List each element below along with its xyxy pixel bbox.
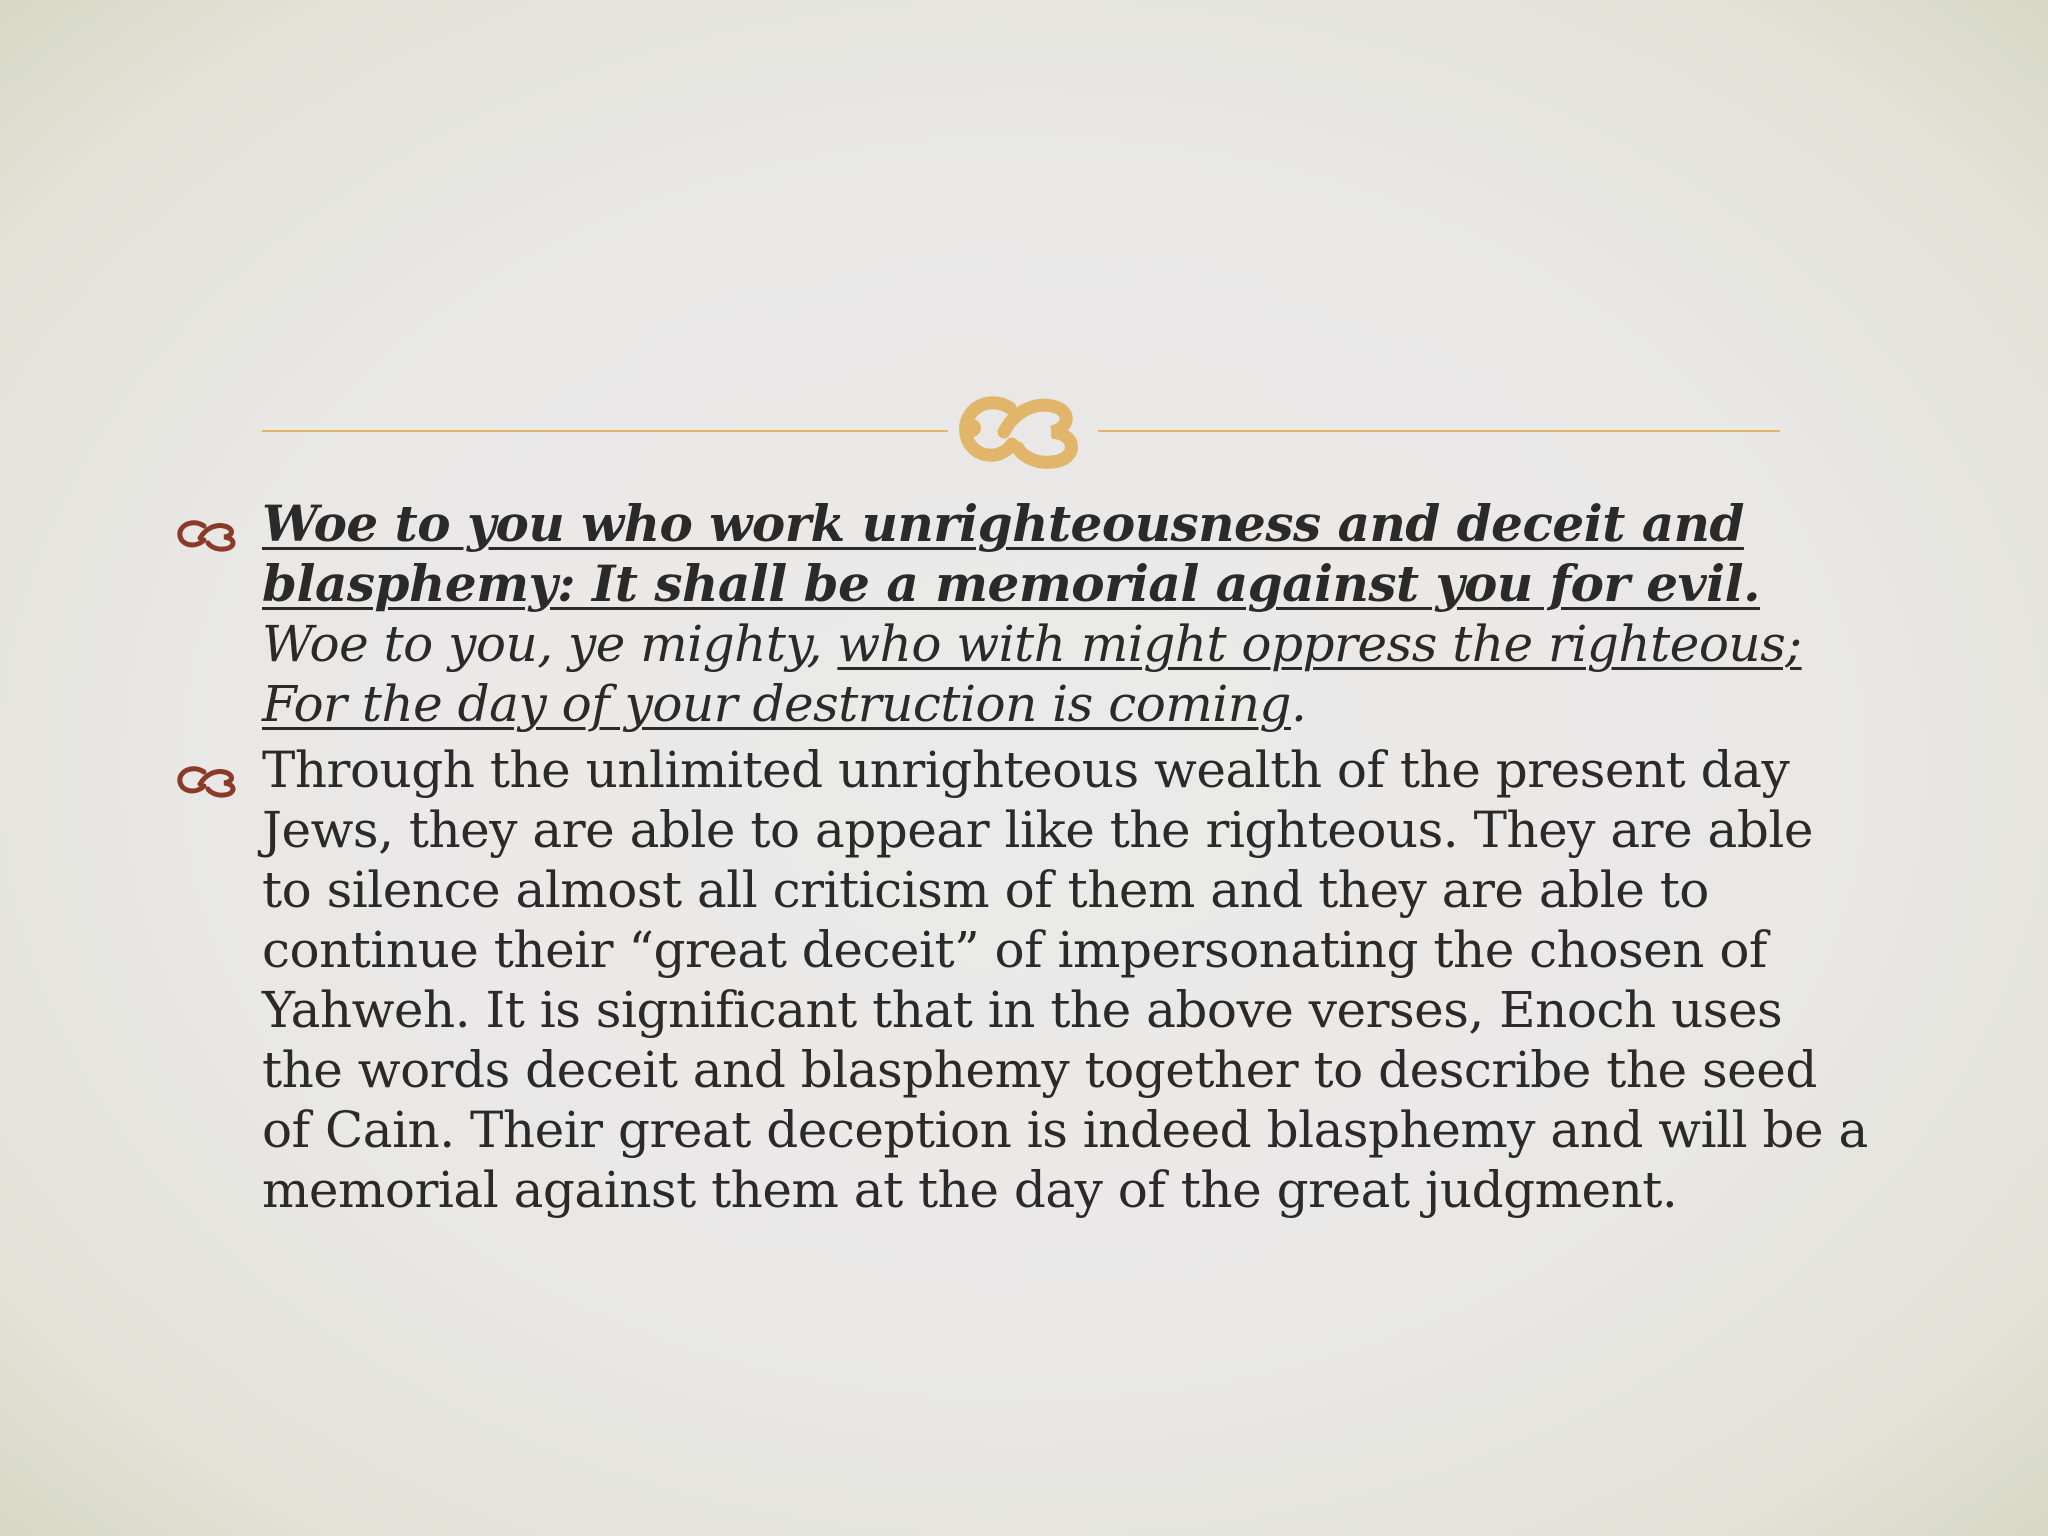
quote-plain-text: Woe to you, ye mighty, [262, 615, 822, 673]
flourish-ornament-icon [948, 372, 1098, 482]
fleuron-bullet-icon [176, 516, 240, 552]
quote-end-text: . [1290, 675, 1307, 733]
quote-paragraph [262, 494, 1876, 734]
bullet-item [176, 494, 1876, 734]
fleuron-bullet-icon [176, 762, 240, 798]
bullet-list [176, 494, 1876, 1220]
body-paragraph: Through the unlimited unrighteous wealth of the present day Jews, they are able to appear like the righteous. They are able to silence almost all criticism of them and they are able to continue their “great deceit” of impersonating the chosen of Yahweh. It is significant that in the above verses, Enoch uses the words deceit and blasphemy together to describe the seed of Cain. Their great deception is indeed blasphemy and will be a memorial against them at the day of the great judgment. [262, 741, 1868, 1219]
bullet-item [176, 740, 1876, 1220]
quote-bold-text: Woe to you who work unrighteousness and deceit and blasphemy: It shall be a memorial against you for evil. [262, 494, 1761, 613]
quote-underlined-text: who with might oppress the righteous; For the day of your destruction is coming [262, 615, 1802, 733]
